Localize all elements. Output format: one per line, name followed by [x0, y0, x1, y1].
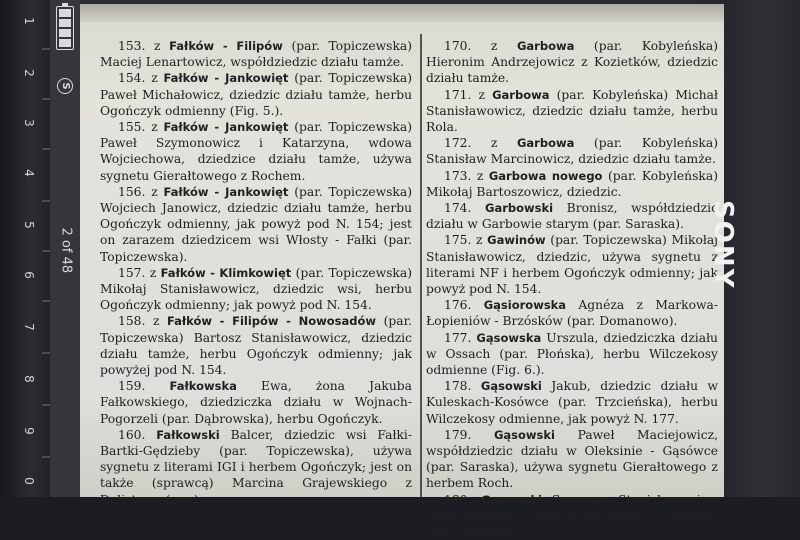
rail-key-3[interactable]: 3 [22, 119, 36, 127]
right-column [426, 38, 718, 540]
entry-178: 178. Gąsowski Jakub, dziedzic działu w Kuleskach-Kosówce (par. Trzcieńska), herbu Wilczekosy odmienne, jak powyż N. 177. [426, 379, 718, 426]
rail-key-4[interactable]: 4 [22, 169, 36, 177]
entry-155: 155. z Fałków - Jankowięt (par. Topiczewska) Paweł Szymonowicz i Katarzyna, wdowa Wojciechowa, dziedzice działu tamże, używa sygnetu Gierałtowego z Rochem. [100, 120, 412, 183]
entry-170: 170. z Garbowa (par. Kobyleńska) Hieronim Andrzejowicz z Kozietków, dziedzic działu tamże. [426, 39, 718, 86]
rail-tick [42, 250, 50, 252]
entry-154: 154. z Fałków - Jankowięt (par. Topiczewska) Paweł Michałowicz, dziedzic działu tamże, herbu Ogończyk odmienny (Fig. 5.). [100, 71, 412, 118]
entry-153: 153. z Fałków - Filipów (par. Topiczewska) Maciej Lenartowicz, współdziedzic działu tamże. [100, 39, 413, 70]
entry-159: 159. Fałkowska Ewa, żona Jakuba Fałkowskiego, dziedziczka działu w Wojnach-Pogorzeli (par. Dąbrowska), herbu Ogończyk. [100, 379, 412, 426]
entry-157: 157. z Fałków - Klimkowięt (par. Topiczewska) Mikołaj Stanisławowicz, dziedzic wsi, herbu Ogończyk odmienny; jak powyż pod N. 154. [100, 265, 412, 313]
reader-screen [80, 4, 724, 540]
page-counter: 2 of 48 [58, 227, 74, 274]
rail-tick [42, 456, 50, 458]
rail-key-9[interactable]: 9 [22, 427, 36, 435]
rail-key-2[interactable]: 2 [22, 69, 36, 77]
column-divider [420, 34, 422, 497]
sync-icon: S [57, 78, 73, 94]
rail-tick [42, 48, 50, 50]
left-column [100, 38, 412, 508]
entry-156: 156. z Fałków - Jankowięt (par. Topiczewska) Wojciech Janowicz, dziedzic działu tamże, herbu Ogończyk odmienny, jak powyż pod N. 154; jest on zarazem dziedzicem wsi Włosty - Fałki (par. Topiczewska). [100, 184, 412, 264]
entry-158: 158. z Fałków - Filipów - Nowosadów (par. Topiczewska) Bartosz Stanisławowicz, dziedzic działu tamże, herbu Ogończyk odmienny; jak powyżej pod N. 154. [100, 314, 413, 378]
brand-logo: SONY [708, 200, 738, 290]
rail-key-8[interactable]: 8 [22, 375, 36, 383]
rail-key-6[interactable]: 6 [22, 271, 36, 279]
rail-tick [42, 98, 50, 100]
entry-177: 177. Gąsowska Urszula, dziedziczka działu w Ossach (par. Płońska), herbu Wilczekosy odmienne (Fig. 6.). [426, 330, 718, 378]
entry-160: 160. Fałkowski Balcer, dziedzic wsi Fałki-Bartki-Gędzieby (par. Topiczewska), używa sygnetu z literami IGI i herbem Ogończyk; jest on także (sprawcą) Marcina Grajewskiego z Dolistowa (par.) [100, 427, 412, 507]
rail-key-5[interactable]: 5 [22, 221, 36, 229]
rail-key-0[interactable]: 0 [22, 477, 36, 485]
rail-tick [42, 148, 50, 150]
battery-icon [56, 6, 74, 50]
rail-tick [42, 300, 50, 302]
page-header-fragment [80, 4, 724, 22]
entry-175: 175. z Gawinów (par. Topiczewska) Mikołaj Stanisławowicz, dziedzic, używa sygnetu z literami NF i herbem Ogończyk odmienny; jak powyż pod N. 154. [426, 233, 718, 297]
rail-tick [42, 404, 50, 406]
entry-173: 173. z Garbowa nowego (par. Kobyleńska) Mikołaj Bartoszowicz, dziedzic. [426, 168, 718, 199]
page-number-rail [0, 0, 50, 497]
rail-key-7[interactable]: 7 [22, 323, 36, 331]
rail-tick [42, 352, 50, 354]
rail-key-1[interactable]: 1 [22, 17, 36, 25]
entry-172: 172. z Garbowa (par. Kobyleńska) Stanisław Marcinowicz, dziedzic działu tamże. [426, 136, 718, 167]
entry-179: 179. Gąsowski Paweł Maciejowicz, współdziedzic działu w Oleksinie - Gąsówce (par. Saraska), używa sygnetu Gierałtowego z herbem Roch. [426, 427, 718, 491]
entry-171: 171. z Garbowa (par. Kobyleńska) Michał Stanisławowicz, dziedzic działu tamże, herbu Rola. [426, 87, 718, 135]
rail-tick [42, 200, 50, 202]
entry-174: 174. Garbowski Bronisz, współdziedzic działu w Garbowie starym (par. Saraska). [426, 201, 718, 232]
entry-180: 180. Gąsowski Szczęsny Stanisławowicz, współdziedzic działu w Oleksinie - Gąsówce (par. Saraska). [426, 492, 718, 540]
entry-176: 176. Gąsiorowska Agnéza z Markowa-Łopieniów - Brzósków (par. Domanowo). [426, 298, 718, 329]
